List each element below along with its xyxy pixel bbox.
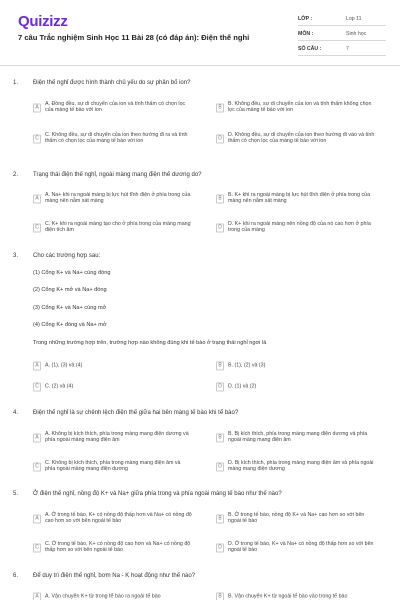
question-prompt: Trong những trường hợp trên, trường hợp nào không đúng khi tế bào ở trạng thái nghỉ ngơi là — [33, 340, 267, 346]
option-text: D. Bị kích thích, phía trong màng mang điện âm và phía ngoài màng mang điện dương — [228, 459, 374, 473]
quizizz-logo: Quizizz — [18, 13, 68, 30]
question-number: 3. — [13, 253, 19, 259]
option-text: D. Ở trong tế bào, K+ và Na+ có nồng độ thấp hơn so với bên ngoài tế bào — [228, 540, 374, 554]
option-d-box[interactable]: D — [216, 543, 224, 552]
question-number: 2. — [13, 172, 19, 178]
question-text: Ở điện thế nghỉ, nồng độ K+ và Na+ giữa phía trong và phía ngoài màng tế bào như thế nào? — [33, 491, 282, 497]
option-text: B. (1), (2) và (3) — [228, 362, 266, 369]
option-text: A. Vận chuyển K+ từ trong tế bào ra ngoài tế bào — [45, 593, 161, 600]
meta-label: MÔN : — [298, 31, 314, 37]
option-a-box[interactable]: A — [33, 433, 41, 442]
option-text: B. Bị kích thích, phía trong màng mang điện dương và phía ngoài màng mang điện âm — [228, 430, 368, 444]
option-c-box[interactable]: C — [33, 223, 41, 232]
option-text: C. Ở trong tế bào, K+ có nồng độ cao hơn và Na+ có nồng độ thấp hơn so với bên ngoài tế bào — [45, 540, 191, 554]
question-text: Để duy trì điện thế nghỉ, bơm Na - K hoạt động như thế nào? — [33, 573, 196, 579]
question-number: 5. — [13, 491, 19, 497]
question-text: Trạng thái điện thế nghỉ, ngoài màng mang điện thế dương do? — [33, 172, 202, 178]
option-d-box[interactable]: D — [216, 462, 224, 471]
meta-value: 7 — [346, 46, 349, 52]
option-a-box[interactable]: A — [33, 593, 41, 600]
option-c-box[interactable]: C — [33, 543, 41, 552]
option-text: C. K+ khi ra ngoài màng tạo cho ở phía trong của màng mang điện tích âm — [45, 220, 191, 234]
option-c-box[interactable]: C — [33, 134, 41, 143]
option-a-box[interactable]: A — [33, 103, 41, 112]
option-b-box[interactable]: B — [216, 194, 224, 203]
question-number: 4. — [13, 410, 19, 416]
question-text: Cho các trường hợp sau: — [33, 253, 101, 259]
question-text: Điện thế nghỉ là sự chênh lệch điện thế giữa hai bên màng tế bào khi tế bào? — [33, 410, 239, 416]
option-a-box[interactable]: A — [33, 362, 41, 371]
question-text: Điện thế nghỉ được hình thành chủ yếu do sự phân bố ion? — [33, 80, 191, 86]
option-d-box[interactable]: D — [216, 134, 224, 143]
option-text: D. Không đều, sự di chuyển của ion theo hướng đi vào và tính thấm có chọn lọc của màng tế bào với ion — [228, 131, 375, 145]
case-item: (1) Cổng K+ và Na+ cùng đóng — [33, 270, 111, 276]
meta-value: Lop 11 — [346, 16, 362, 22]
option-text: B. Không đều, sự di chuyển của ion và tính thấm không chọn lọc của màng tế bào với ion — [228, 100, 372, 114]
option-text: C. Không đều, sự di chuyển của ion theo hướng đi ra và tính thấm có chọn lọc của màng tế bào với ion — [45, 131, 188, 145]
option-text: B. Ở trong tế bào, nồng độ K+ và Na+ cao hơn so với bên ngoài tế bào — [228, 511, 365, 525]
option-text: A. Na+ khi ra ngoài màng bị lực hút tĩnh điện ở phía trong của màng nên nằm sát màng — [45, 191, 191, 205]
option-b-box[interactable]: B — [216, 103, 224, 112]
option-c-box[interactable]: C — [33, 462, 41, 471]
option-text: D. K+ khi ra ngoài màng nên nồng độ của nó cao hơn ở phía trong của màng — [228, 220, 371, 234]
question-number: 6. — [13, 573, 19, 579]
option-text: C. Không bị kích thích, phía trong màng mang điện âm và phía ngoài màng mang điện dương — [45, 459, 181, 473]
case-item: (4) Cổng K+ đóng và Na+ mở — [33, 322, 107, 328]
meta-divider — [298, 25, 386, 26]
worksheet-header — [0, 0, 400, 66]
option-c-box[interactable]: C — [33, 383, 41, 392]
case-item: (3) Cổng K+ và Na+ cùng mở — [33, 305, 107, 311]
question-number: 1. — [13, 80, 19, 86]
option-a-box[interactable]: A — [33, 514, 41, 523]
option-a-box[interactable]: A — [33, 194, 41, 203]
meta-divider — [298, 55, 386, 56]
option-d-box[interactable]: D — [216, 383, 224, 392]
option-text: B. K+ khi ra ngoài màng bị lực hút tĩnh điện ở phía trong của màng nên nằm sát màng — [228, 191, 371, 205]
option-b-box[interactable]: B — [216, 514, 224, 523]
option-text: A. Ở trong tế bào, K+ có nồng độ thấp hơn và Na+ có nồng độ cao hơn so với bên ngoài tế bào — [45, 511, 192, 525]
meta-divider — [298, 40, 386, 41]
option-b-box[interactable]: B — [216, 362, 224, 371]
meta-label: LỚP : — [298, 16, 313, 22]
option-text: A. Không bị kích thích, phía trong màng mang điện dương và phía ngoài màng mang điện âm — [45, 430, 189, 444]
meta-label: SỐ CÂU : — [298, 46, 322, 52]
option-d-box[interactable]: D — [216, 223, 224, 232]
meta-value: Sinh học — [346, 31, 367, 37]
option-text: D. (1) và (2) — [228, 383, 257, 390]
worksheet-title: 7 câu Trắc nghiệm Sinh Học 11 Bài 28 (có đáp án): Điện thế nghỉ — [18, 33, 250, 42]
option-text: A. Đồng đều, sự di chuyển của ion và tính thấm có chọn lọc của màng tế bào với ion — [45, 100, 186, 114]
option-b-box[interactable]: B — [216, 433, 224, 442]
option-text: B. Vận chuyển K+ từ ngoài tế bào vào trong tế bào — [228, 593, 348, 600]
option-text: A. (1), (3) và (4) — [45, 362, 83, 369]
case-item: (2) Cổng K+ mở và Na+ đóng — [33, 287, 107, 293]
option-b-box[interactable]: B — [216, 593, 224, 600]
option-text: C. (2) và (4) — [45, 383, 74, 390]
